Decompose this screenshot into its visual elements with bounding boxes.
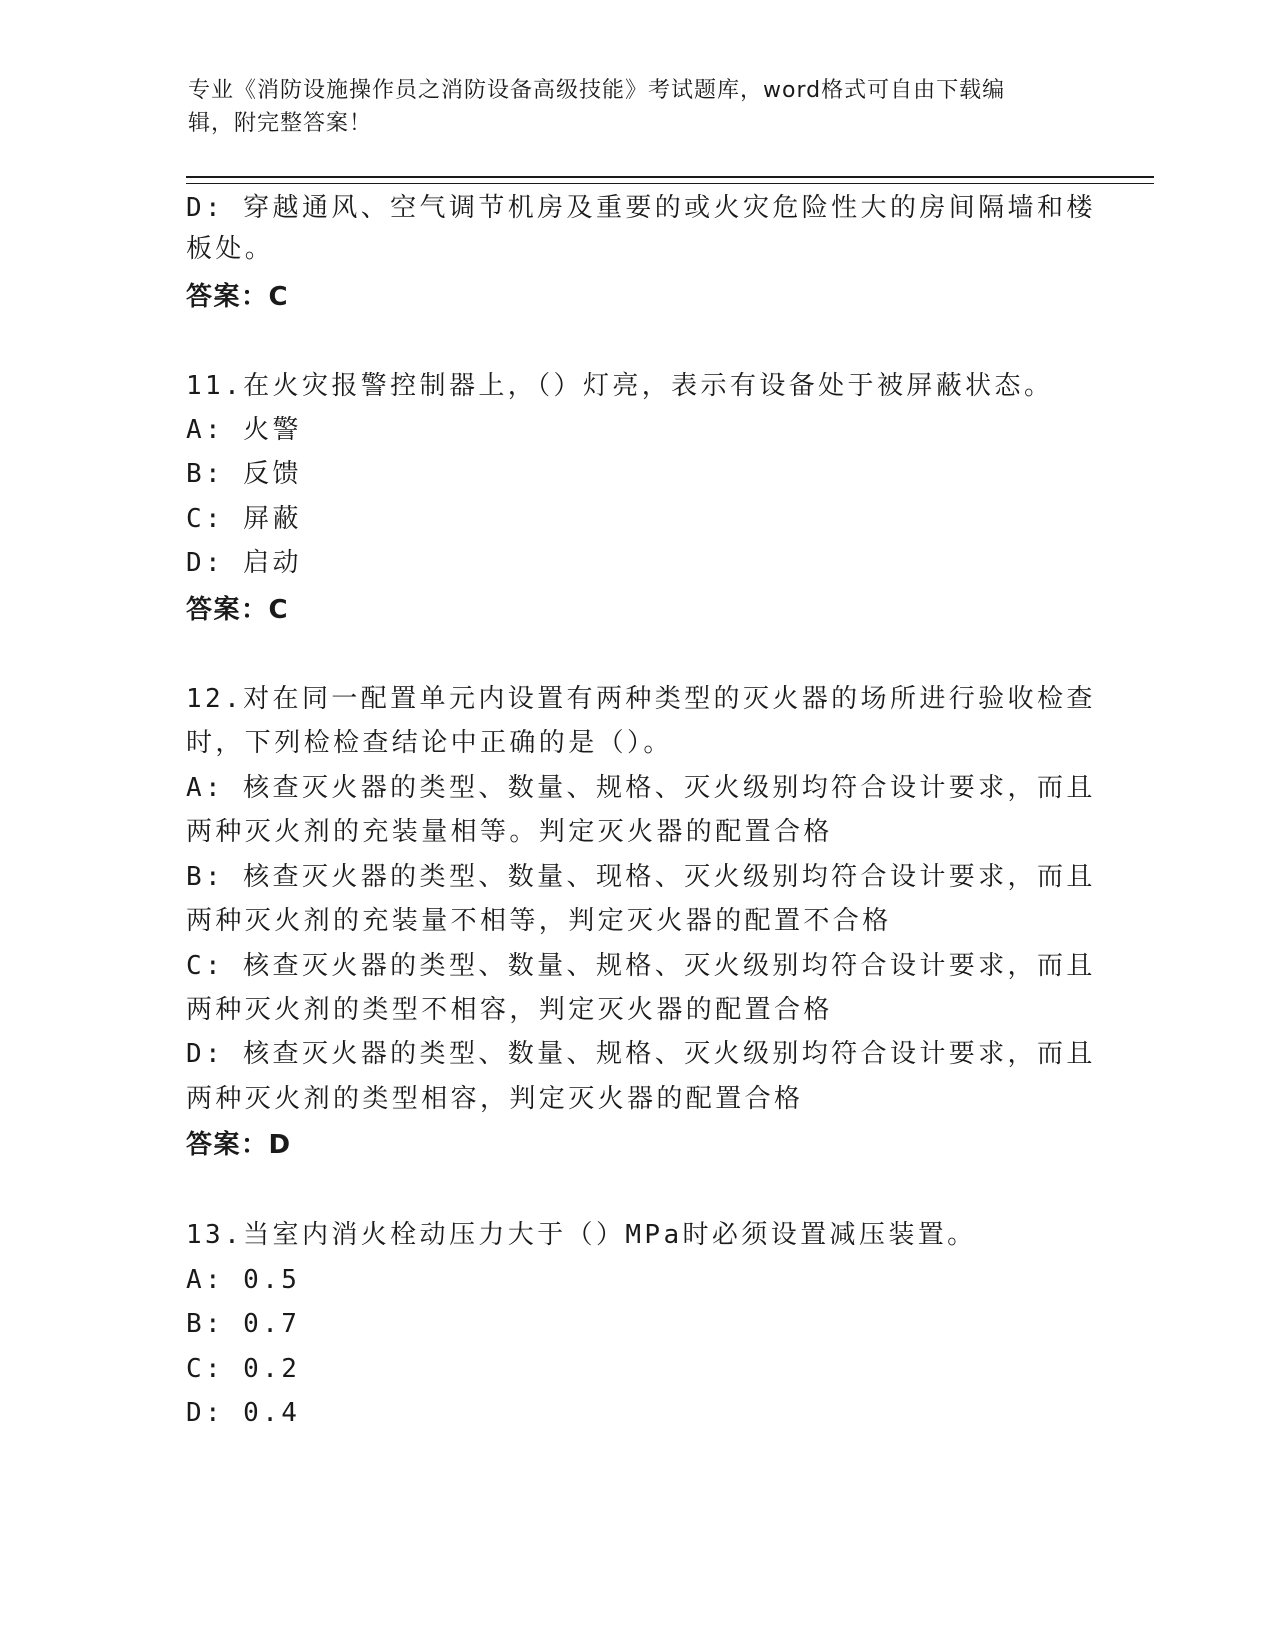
q11-option-d: D: 启动	[186, 548, 302, 578]
header-divider-thick	[186, 176, 1154, 178]
q13-option-a: A: 0.5	[186, 1265, 301, 1295]
prev-answer: 答案：C	[186, 282, 290, 312]
prev-option-d-line-2: 板处。	[186, 234, 275, 264]
q11-option-a: A: 火警	[186, 415, 302, 445]
q12-option-b-line-1: B: 核查灭火器的类型、数量、现格、灭火级别均符合设计要求，而且	[186, 862, 1096, 892]
q11-option-b: B: 反馈	[186, 459, 302, 489]
q13-option-d: D: 0.4	[186, 1398, 301, 1428]
prev-option-d-line-1: D: 穿越通风、空气调节机房及重要的或火灾危险性大的房间隔墙和楼	[186, 193, 1096, 223]
q12-option-c-line-2: 两种灭火剂的类型不相容，判定灭火器的配置合格	[186, 995, 833, 1025]
q13-option-b: B: 0.7	[186, 1309, 301, 1339]
header-line-1: 专业《消防设施操作员之消防设备高级技能》考试题库，word格式可自由下载编	[188, 78, 1006, 103]
q12-answer: 答案：D	[186, 1130, 292, 1160]
q12-option-c-line-1: C: 核查灭火器的类型、数量、规格、灭火级别均符合设计要求，而且	[186, 951, 1096, 981]
q12-stem-line-2: 时，下列检检查结论中正确的是（）。	[186, 728, 673, 758]
q12-stem-line-1: 12.对在同一配置单元内设置有两种类型的灭火器的场所进行验收检查	[186, 684, 1096, 714]
q13-option-c: C: 0.2	[186, 1354, 301, 1384]
header-divider-thin	[186, 183, 1154, 184]
q13-stem: 13.当室内消火栓动压力大于（）MPa时必须设置减压装置。	[186, 1220, 977, 1250]
q12-option-a-line-1: A: 核查灭火器的类型、数量、规格、灭火级别均符合设计要求，而且	[186, 773, 1096, 803]
q12-option-d-line-1: D: 核查灭火器的类型、数量、规格、灭火级别均符合设计要求，而且	[186, 1039, 1096, 1069]
q11-stem: 11.在火灾报警控制器上，（）灯亮，表示有设备处于被屏蔽状态。	[186, 371, 1054, 401]
q12-option-b-line-2: 两种灭火剂的充装量不相等，判定灭火器的配置不合格	[186, 906, 892, 936]
q12-option-a-line-2: 两种灭火剂的充装量相等。判定灭火器的配置合格	[186, 817, 833, 847]
q11-answer: 答案：C	[186, 595, 290, 625]
header-line-2: 辑，附完整答案！	[188, 111, 373, 136]
q11-option-c: C: 屏蔽	[186, 504, 302, 534]
q12-option-d-line-2: 两种灭火剂的类型相容，判定灭火器的配置合格	[186, 1084, 804, 1114]
document-header	[188, 74, 1068, 140]
